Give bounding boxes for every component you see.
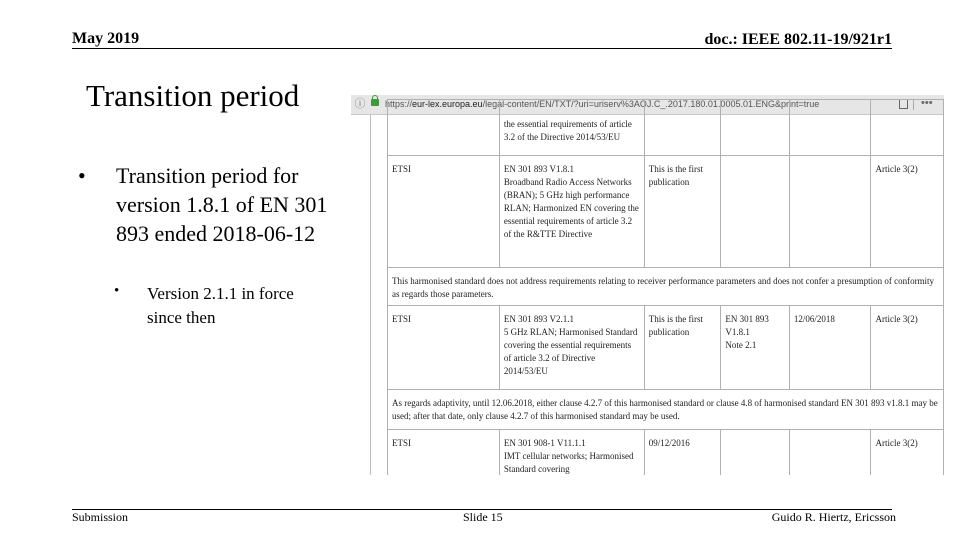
table-cell: Article 3(2) [871,156,944,268]
bullet-main-text: Transition period for version 1.8.1 of EN 301 893 ended 2018-06-12 [116,163,328,246]
info-icon[interactable]: ⓘ [354,98,366,110]
table-row [388,430,944,476]
page-edge [370,115,371,475]
table-cell: Article 3(2) [871,306,944,390]
table-cell: This is the first publication [644,156,721,268]
lock-icon [371,99,379,106]
bullet-sub-text: Version 2.1.1 in force since then [147,284,294,327]
table-row [388,100,944,156]
footer-author: Guido R. Hiertz, Ericsson [771,510,896,524]
sub-bullet-marker: • [114,283,120,299]
table-cell: EN 301 908-1 V11.1.1 IMT cellular networks; Harmonised Standard covering [499,430,644,476]
table-row [388,306,944,390]
table-cell: the essential requirements of article 3.2 of the Directive 2014/53/EU [499,100,644,156]
table-cell: 12/06/2018 [789,306,871,390]
more-options-icon[interactable]: ••• [921,97,933,109]
table-cell: ETSI [388,430,500,476]
url-text[interactable]: https://eur-lex.europa.eu/legal-content/EN/TXT/?uri=uriserv%3AOJ.C_.2017.180.01.0005.01.ENG&print=true [385,99,820,109]
table-cell: ETSI [388,306,500,390]
table-cell: This is the first publication [644,306,721,390]
header-date: May 2019 [72,30,140,47]
table-cell: EN 301 893 V2.1.1 5 GHz RLAN; Harmonised Standard covering the essential requirements of article 3.2 of Directive 2014/53/EU [499,306,644,390]
footer-submission: Submission [72,510,129,524]
browser-screenshot [351,95,944,475]
table-cell: Article 3(2) [871,430,944,476]
table-cell: ETSI [388,156,500,268]
table-cell: EN 301 893 V1.8.1 Broadband Radio Access Networks (BRAN); 5 GHz high performance RLAN; Harmonized EN covering the essential requirements of article 3.2 of the R&TTE Directive [499,156,644,268]
footer-slide-number: Slide 15 [463,510,503,524]
table-note: This harmonised standard does not address requirements relating to receiver performance parameters and does not confer a presumption of conformity as regards those parameters. [388,268,944,306]
table-note-row [388,268,944,306]
table-cell: EN 301 893 V1.8.1 Note 2.1 [721,306,790,390]
table-row [388,156,944,268]
header-rule [72,48,892,49]
standards-table [387,99,944,475]
table-note-row [388,390,944,430]
table-cell: 09/12/2016 [644,430,721,476]
table-note: As regards adaptivity, until 12.06.2018, either clause 4.2.7 of this harmonised standard or clause 4.8 of harmonised standard EN 301 893 v1.8.1 may be used; after that date, only clause 4.2.7 of this harmonised standard may be used. [388,390,944,430]
header-doc-id: doc.: IEEE 802.11-19/921r1 [704,31,892,48]
slide-title: Transition period [86,78,300,113]
bullet-marker: • [78,163,86,188]
